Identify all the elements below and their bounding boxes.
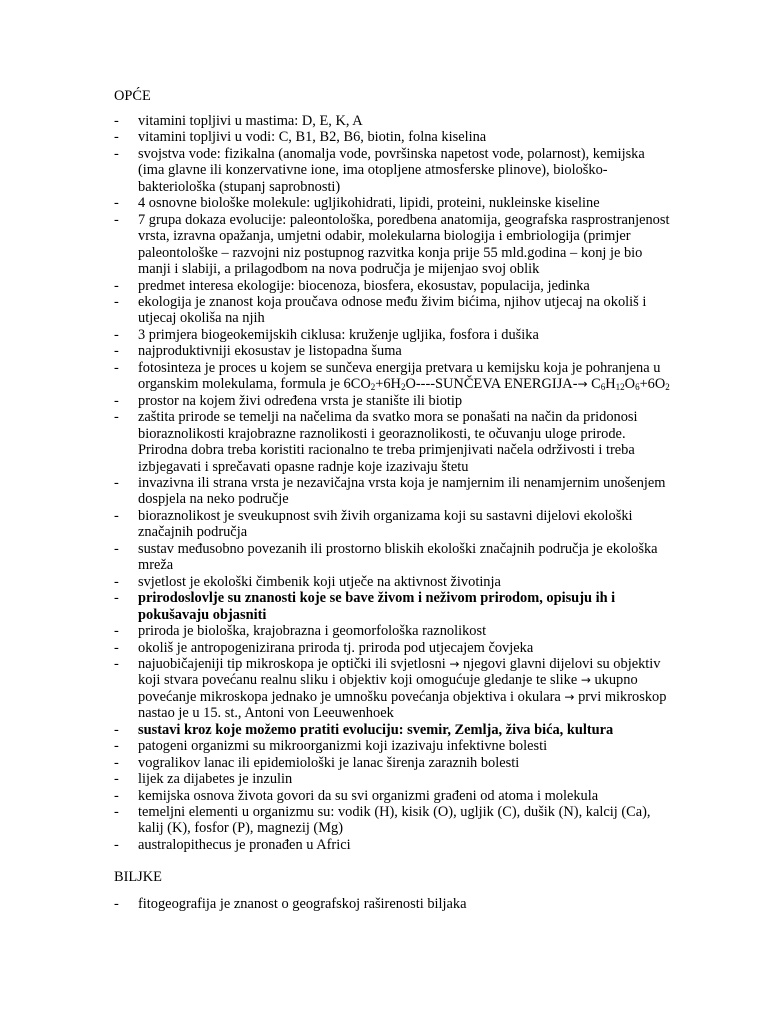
list-item xyxy=(114,327,674,343)
bullet-dash: - xyxy=(114,540,119,557)
bullet-dash: - xyxy=(114,721,119,738)
bullet-dash: - xyxy=(114,623,119,640)
bullet-dash: - xyxy=(114,754,119,771)
list-item-text: 7 grupa dokaza evolucije: paleontološka, poredbena anatomija, geografska rasprostranjenost vrsta, izravna opažanja, umjetni odabir, molekularna biologija i embriologija (primjer paleontološke – razvojni niz postupnog razvitka konja prije 55 mld.godina – konj je bio manji i slabiji, a prilagodbom na nova područja je mijenjao svoj oblik xyxy=(138,211,670,278)
arrow-right-icon: → xyxy=(449,656,460,671)
list-item xyxy=(114,640,674,656)
formula-text: fotosinteza je proces u kojem se sunčeva energija pretvara u kemijsku koja je pohranjena u organskim molekulama, formula je 6CO xyxy=(138,359,661,393)
bullet-dash: - xyxy=(114,392,119,409)
bullet-dash: - xyxy=(114,639,119,656)
formula-text: C xyxy=(587,376,601,393)
subscript: 6 xyxy=(600,382,606,393)
bullet-dash: - xyxy=(114,195,119,212)
bullet-dash: - xyxy=(114,113,119,129)
bullet-dash: - xyxy=(114,804,119,821)
list-item-text: fitogeografija je znanost o geografskoj raširenosti biljaka xyxy=(138,896,467,912)
list-item xyxy=(114,771,674,787)
arrow-right-icon: → xyxy=(577,377,588,392)
list-item-text: svjetlost je ekološki čimbenik koji utječe na aktivnost životinja xyxy=(138,573,501,590)
list-item-text: kemijska osnova života govori da su svi organizmi građeni od atoma i molekula xyxy=(138,787,599,804)
list-item-photosynthesis xyxy=(114,360,674,393)
bullet-dash: - xyxy=(114,787,119,804)
list-item-text: prirodoslovlje su znanosti koje se bave živom i neživom prirodom, opisuju ih i pokušavaju objasniti xyxy=(138,590,616,623)
list-item-text: invazivna ili strana vrsta je nezavičajna vrsta koja je namjernim ili nenamjernim unošenjem dospjela na neko područje xyxy=(138,474,666,508)
bullet-dash: - xyxy=(114,896,119,912)
list-item-text: patogeni organizmi su mikroorganizmi koji izazivaju infektivne bolesti xyxy=(138,738,548,755)
list-item xyxy=(114,212,674,278)
list-item xyxy=(114,113,674,129)
list-item-microscope xyxy=(114,656,674,722)
list-item-text: sustav međusobno povezanih ili prostorno bliskih ekološki značajnih područja je ekološka mreža xyxy=(138,540,658,574)
list-item xyxy=(114,393,674,409)
list-item-text: lijek za dijabetes je inzulin xyxy=(138,771,293,788)
list-item xyxy=(114,837,674,853)
subscript: 12 xyxy=(615,382,625,393)
item-text-part: njegovi glavni dijelovi su objektiv koji stvara povećanu realnu sliku i objektiv koji omogućuje gledanje te slike xyxy=(138,655,661,689)
list-biljke xyxy=(114,896,674,912)
list-item-text: predmet interesa ekologije: biocenoza, biosfera, ekosustav, populacija, jedinka xyxy=(138,277,590,294)
bullet-dash: - xyxy=(114,655,119,672)
list-item xyxy=(114,294,674,327)
bullet-dash: - xyxy=(114,409,119,426)
list-item xyxy=(114,278,674,294)
list-item xyxy=(114,129,674,145)
subscript: 6 xyxy=(635,382,640,393)
bullet-dash: - xyxy=(114,738,119,755)
list-item-text: okoliš je antropogenizirana priroda tj. priroda pod utjecajem čovjeka xyxy=(138,639,534,656)
list-item-bold xyxy=(114,722,674,738)
list-item xyxy=(114,146,674,195)
list-item xyxy=(114,409,674,475)
list-item-text: vitamini topljivi u mastima: D, E, K, A xyxy=(138,113,363,129)
bullet-dash: - xyxy=(114,326,119,343)
list-item xyxy=(114,475,674,508)
section-heading-biljke: BILJKE xyxy=(114,869,162,885)
item-text-part: najuobičajeniji tip mikroskopa je optički ili svjetlosni xyxy=(138,655,450,672)
list-item-text: ekologija je znanost koja proučava odnose među živim bićima, njihov utjecaj na okoliš i utjecaj okoliša na njih xyxy=(138,293,647,327)
list-item-text: bioraznolikost je sveukupnost svih živih organizama koji su sastavni dijelovi ekološki značajnih područja xyxy=(138,507,633,541)
bullet-dash: - xyxy=(114,129,119,146)
formula-text: H xyxy=(605,376,616,393)
list-item-text: 4 osnovne biološke molekule: ugljikohidrati, lipidi, proteini, nukleinske kiseline xyxy=(138,195,600,212)
list-item-text xyxy=(138,360,674,393)
arrow-right-icon: → xyxy=(580,673,591,688)
list-item-text: vitamini topljivi u vodi: C, B1, B2, B6, biotin, folna kiselina xyxy=(138,129,487,146)
bullet-dash: - xyxy=(114,277,119,294)
bullet-dash: - xyxy=(114,836,119,853)
section-heading-opce: OPĆE xyxy=(114,88,151,104)
formula-text: +6O xyxy=(639,376,666,393)
list-item-text xyxy=(138,656,674,722)
list-opce xyxy=(114,113,674,853)
subscript: 2 xyxy=(665,382,670,393)
list-item-text: zaštita prirode se temelji na načelima da svatko mora se ponašati na način da pridonosi bioraznolikosti krajobrazne raznolikosti i georaznolikosti, te očuvanju uloge prirode. Prirodna dobra treba koristiti racionalno te treba primjenjivati načela održivosti i treba izbjegavati i sprečavati opasne radnje koje izazivaju štetu xyxy=(138,409,638,475)
bullet-dash: - xyxy=(114,343,119,360)
list-item-text: australopithecus je pronađen u Africi xyxy=(138,836,351,853)
list-item-text: svojstva vode: fizikalna (anomalja vode, površinska napetost vode, polarnost), kemijska (ima glavne ili konzervativne ione, ima otopljene atmosferske plinove), biološko-bakteriološka (stupanj saprobnosti) xyxy=(138,145,645,195)
subscript: 2 xyxy=(400,382,406,393)
bullet-dash: - xyxy=(114,293,119,310)
list-item xyxy=(114,574,674,590)
list-item xyxy=(114,788,674,804)
list-item xyxy=(114,738,674,754)
list-item xyxy=(114,896,674,912)
arrow-right-icon: → xyxy=(564,689,575,704)
formula-text: +6H xyxy=(375,376,401,393)
formula-text: O----SUNČEVA ENERGIJA- xyxy=(405,376,578,393)
bullet-dash: - xyxy=(114,211,119,228)
list-item-bold xyxy=(114,590,674,623)
list-item-text: prostor na kojem živi određena vrsta je stanište ili biotip xyxy=(138,392,463,409)
list-item-text: temeljni elementi u organizmu su: vodik (H), kisik (O), ugljik (C), dušik (N), kalcij (Ca), kalij (K), fosfor (P), magnezij (Mg) xyxy=(138,804,651,837)
list-item-text: 3 primjera biogeokemijskih ciklusa: kruženje ugljika, fosfora i dušika xyxy=(138,326,539,343)
bullet-dash: - xyxy=(114,145,119,162)
list-item xyxy=(114,541,674,574)
list-item-text: priroda je biološka, krajobrazna i geomorfološka raznolikost xyxy=(138,623,487,640)
bullet-dash: - xyxy=(114,359,119,376)
list-item xyxy=(114,508,674,541)
list-item-text: vogralikov lanac ili epidemiološki je lanac širenja zaraznih bolesti xyxy=(138,754,520,771)
list-item xyxy=(114,804,674,837)
list-item xyxy=(114,755,674,771)
list-item-text: sustavi kroz koje možemo pratiti evoluciju: svemir, Zemlja, živa bića, kultura xyxy=(138,721,614,738)
list-item xyxy=(114,195,674,211)
bullet-dash: - xyxy=(114,573,119,590)
list-item xyxy=(114,343,674,359)
bullet-dash: - xyxy=(114,507,119,524)
bullet-dash: - xyxy=(114,771,119,788)
list-item-text: najproduktivniji ekosustav je listopadna šuma xyxy=(138,343,402,360)
bullet-dash: - xyxy=(114,590,119,607)
subscript: 2 xyxy=(370,382,376,393)
formula-text: O xyxy=(624,376,636,393)
item-text-part: prvi mikroskop nastao je u 15. st., Antoni von Leeuwenhoek xyxy=(138,688,667,722)
item-text-part: ukupno povećanje mikroskopa jednako je umnošku povećanja objektiva i okulara xyxy=(138,672,638,705)
list-item xyxy=(114,623,674,639)
bullet-dash: - xyxy=(114,474,119,491)
